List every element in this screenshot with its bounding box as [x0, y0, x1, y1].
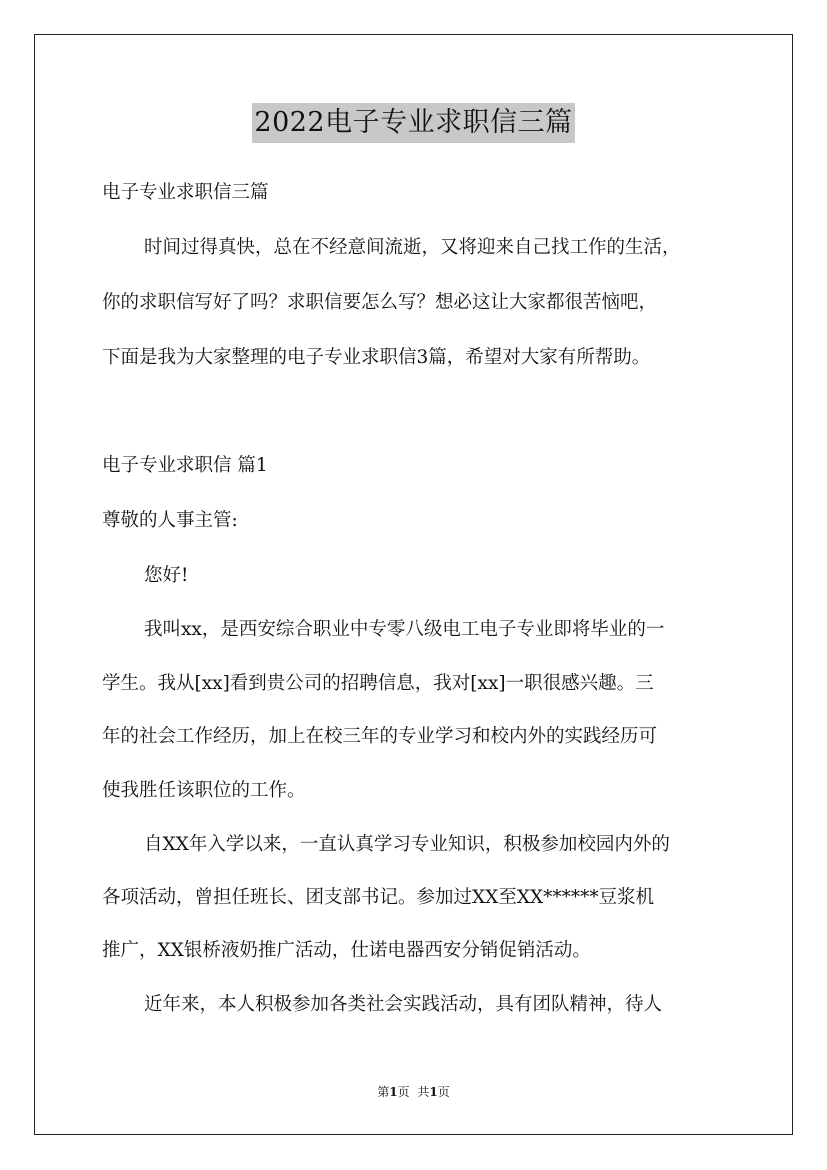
intro-line-3: 下面是我为大家整理的电子专业求职信3篇，希望对大家有所帮助。 — [102, 347, 651, 368]
salutation: 尊敬的人事主管: — [102, 510, 238, 531]
total-suffix: 页 — [437, 1085, 450, 1099]
total-pages: 1 — [429, 1085, 438, 1099]
total-prefix: 共 — [417, 1085, 430, 1099]
paragraph1-line-3: 年的社会工作经历，加上在校三年的专业学习和校内外的实践经历可 — [102, 726, 658, 747]
intro-line-2: 你的求职信写好了吗？求职信要怎么写？想必这让大家都很苦恼吧， — [102, 292, 658, 313]
paragraph3-line-1: 近年来，本人积极参加各类社会实践活动，具有团队精神，待人 — [144, 994, 663, 1015]
paragraph2-line-2: 各项活动，曾担任班长、团支部书记。参加过XX至XX******豆浆机 — [102, 887, 655, 908]
paragraph1-line-2: 学生。我从[xx]看到贵公司的招聘信息，我对[xx]一职很感兴趣。三 — [102, 673, 654, 694]
greeting: 您好! — [144, 565, 189, 586]
title-container — [0, 103, 827, 143]
section-heading: 电子专业求职信 篇1 — [102, 455, 268, 476]
page-number: 1 — [389, 1085, 398, 1099]
paragraph2-line-1: 自XX年入学以来，一直认真学习专业知识，积极参加校园内外的 — [144, 834, 670, 855]
document-title: 2022电子专业求职信三篇 — [252, 103, 574, 143]
paragraph1-line-4: 使我胜任该职位的工作。 — [102, 780, 306, 801]
page-prefix: 第 — [377, 1085, 390, 1099]
document-subtitle: 电子专业求职信三篇 — [102, 182, 269, 203]
intro-line-1: 时间过得真快，总在不经意间流逝，又将迎来自己找工作的生活， — [144, 237, 681, 258]
page-footer — [0, 1084, 827, 1100]
paragraph1-line-1: 我叫xx，是西安综合职业中专零八级电工电子专业即将毕业的一 — [144, 619, 665, 640]
page-suffix: 页 — [397, 1085, 410, 1099]
paragraph2-line-3: 推广，XX银桥液奶推广活动，仕诺电器西安分销促销活动。 — [102, 940, 591, 961]
